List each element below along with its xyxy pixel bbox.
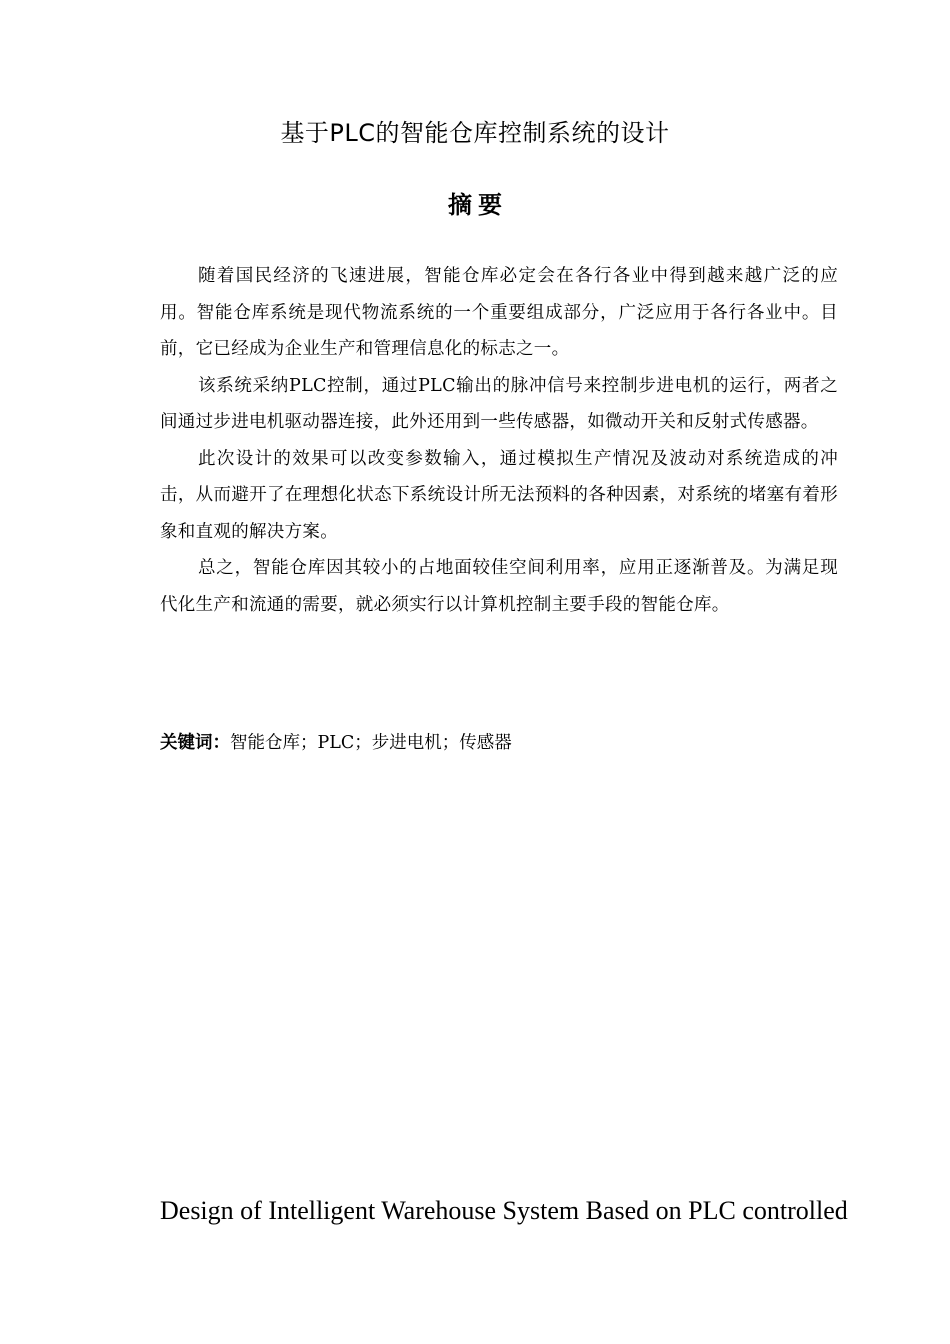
abstract-paragraph-4: 总之，智能仓库因其较小的占地面较佳空间利用率，应用正逐渐普及。为满足现代化生产和流通的需要，就必须实行以计算机控制主要手段的智能仓库。 — [160, 558, 838, 615]
keywords-line — [160, 726, 838, 760]
abstract-heading-char-1: 摘 — [448, 191, 472, 219]
abstract-heading — [0, 188, 950, 222]
abstract-paragraph-3: 此次设计的效果可以改变参数输入，通过模拟生产情况及波动对系统造成的冲击，从而避开了在理想化状态下系统设计所无法预料的各种因素，对系统的堵塞有着形象和直观的解决方案。 — [160, 448, 838, 542]
abstract-paragraph-2: 该系统采纳PLC控制，通过PLC输出的脉冲信号来控制步进电机的运行，两者之间通过步进电机驱动器连接，此外还用到一些传感器，如微动开关和反射式传感器。 — [160, 375, 838, 432]
abstract-paragraph-1: 随着国民经济的飞速进展，智能仓库必定会在各行各业中得到越来越广泛的应用。智能仓库系统是现代物流系统的一个重要组成部分，广泛应用于各行各业中。目前，它已经成为企业生产和管理信息化的标志之一。 — [160, 266, 838, 359]
abstract-body — [160, 258, 838, 623]
keywords-value: 智能仓库；PLC；步进电机；传感器 — [230, 733, 512, 753]
english-title: Design of Intelligent Warehouse System Based on PLC controlled — [160, 1196, 848, 1225]
keywords-label: 关键词： — [160, 733, 230, 753]
abstract-heading-char-2: 要 — [478, 191, 502, 219]
document-title: 基于PLC的智能仓库控制系统的设计 — [280, 119, 670, 147]
